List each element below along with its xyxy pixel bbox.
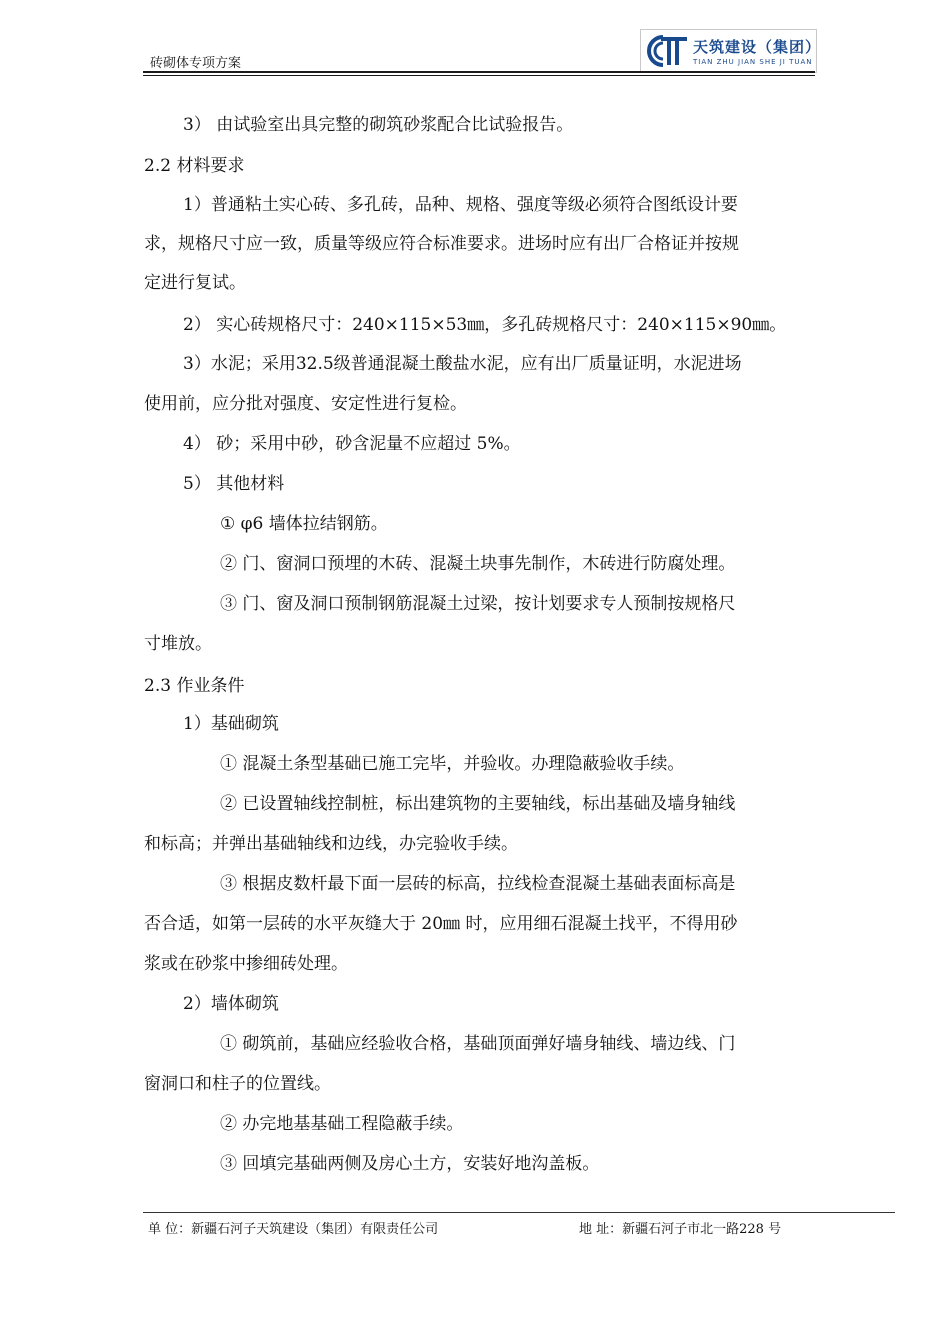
body-line: 寸堆放。 xyxy=(144,634,212,654)
body-line: 3） 由试验室出具完整的砌筑砂浆配合比试验报告。 xyxy=(183,115,574,135)
body-line: ① 砌筑前，基础应经验收合格，基础顶面弹好墙身轴线、墙边线、门 xyxy=(220,1034,736,1054)
body-line: ② 门、窗洞口预埋的木砖、混凝土块事先制作，木砖进行防腐处理。 xyxy=(220,554,736,574)
body-line: ③ 根据皮数杆最下面一层砖的标高，拉线检查混凝土基础表面标高是 xyxy=(220,874,736,894)
subsection-heading: 1）基础砌筑 xyxy=(183,714,279,734)
header-divider-thin xyxy=(143,75,815,76)
page-header-title: 砖砌体专项方案 xyxy=(150,56,242,71)
body-line: 4） 砂；采用中砂，砂含泥量不应超过 5%。 xyxy=(183,434,521,454)
body-line: 3）水泥；采用32.5级普通混凝土酸盐水泥，应有出厂质量证明，水泥进场 xyxy=(183,354,742,374)
footer-company: 单 位：新疆石河子天筑建设（集团）有限责任公司 xyxy=(148,1222,439,1237)
body-line: ① 混凝土条型基础已施工完毕，并验收。办理隐蔽验收手续。 xyxy=(220,754,685,774)
logo-company-name: 天筑建设（集团） xyxy=(693,38,822,56)
body-line: ① φ6 墙体拉结钢筋。 xyxy=(220,514,388,534)
body-line: 否合适，如第一层砖的水平灰缝大于 20㎜ 时，应用细石混凝土找平，不得用砂 xyxy=(144,914,738,934)
body-line: ③ 回填完基础两侧及房心土方，安装好地沟盖板。 xyxy=(220,1154,600,1174)
section-heading: 2.3 作业条件 xyxy=(144,676,245,696)
body-line: 1）普通粘土实心砖、多孔砖，品种、规格、强度等级必须符合图纸设计要 xyxy=(183,195,738,215)
body-line: 窗洞口和柱子的位置线。 xyxy=(144,1074,331,1094)
footer-address: 地 址：新疆石河子市北一路228 号 xyxy=(579,1222,782,1237)
body-line: 求，规格尺寸应一致，质量等级应符合标准要求。进场时应有出厂合格证并按规 xyxy=(144,234,739,254)
company-logo xyxy=(640,29,822,73)
section-heading: 2.2 材料要求 xyxy=(144,156,245,176)
body-line: 定进行复试。 xyxy=(144,273,246,293)
footer-divider xyxy=(143,1212,895,1213)
subsection-heading: 2）墙体砌筑 xyxy=(183,994,279,1014)
body-line: ③ 门、窗及洞口预制钢筋混凝土过梁，按计划要求专人预制按规格尺 xyxy=(220,594,736,614)
body-line: ② 办完地基基础工程隐蔽手续。 xyxy=(220,1114,464,1134)
body-line: 5） 其他材料 xyxy=(183,474,285,494)
company-logo-icon xyxy=(645,34,689,68)
body-line: 2） 实心砖规格尺寸：240×115×53㎜，多孔砖规格尺寸：240×115×90㎜。 xyxy=(183,315,787,335)
body-line: 和标高；并弹出基础轴线和边线，办完验收手续。 xyxy=(144,834,518,854)
header-divider xyxy=(143,71,815,73)
body-line: 使用前，应分批对强度、安定性进行复检。 xyxy=(144,394,467,414)
logo-company-pinyin: TIAN ZHU JIAN SHE JI TUAN xyxy=(693,58,813,66)
body-line: ② 已设置轴线控制桩，标出建筑物的主要轴线，标出基础及墙身轴线 xyxy=(220,794,736,814)
body-line: 浆或在砂浆中掺细砖处理。 xyxy=(144,954,348,974)
